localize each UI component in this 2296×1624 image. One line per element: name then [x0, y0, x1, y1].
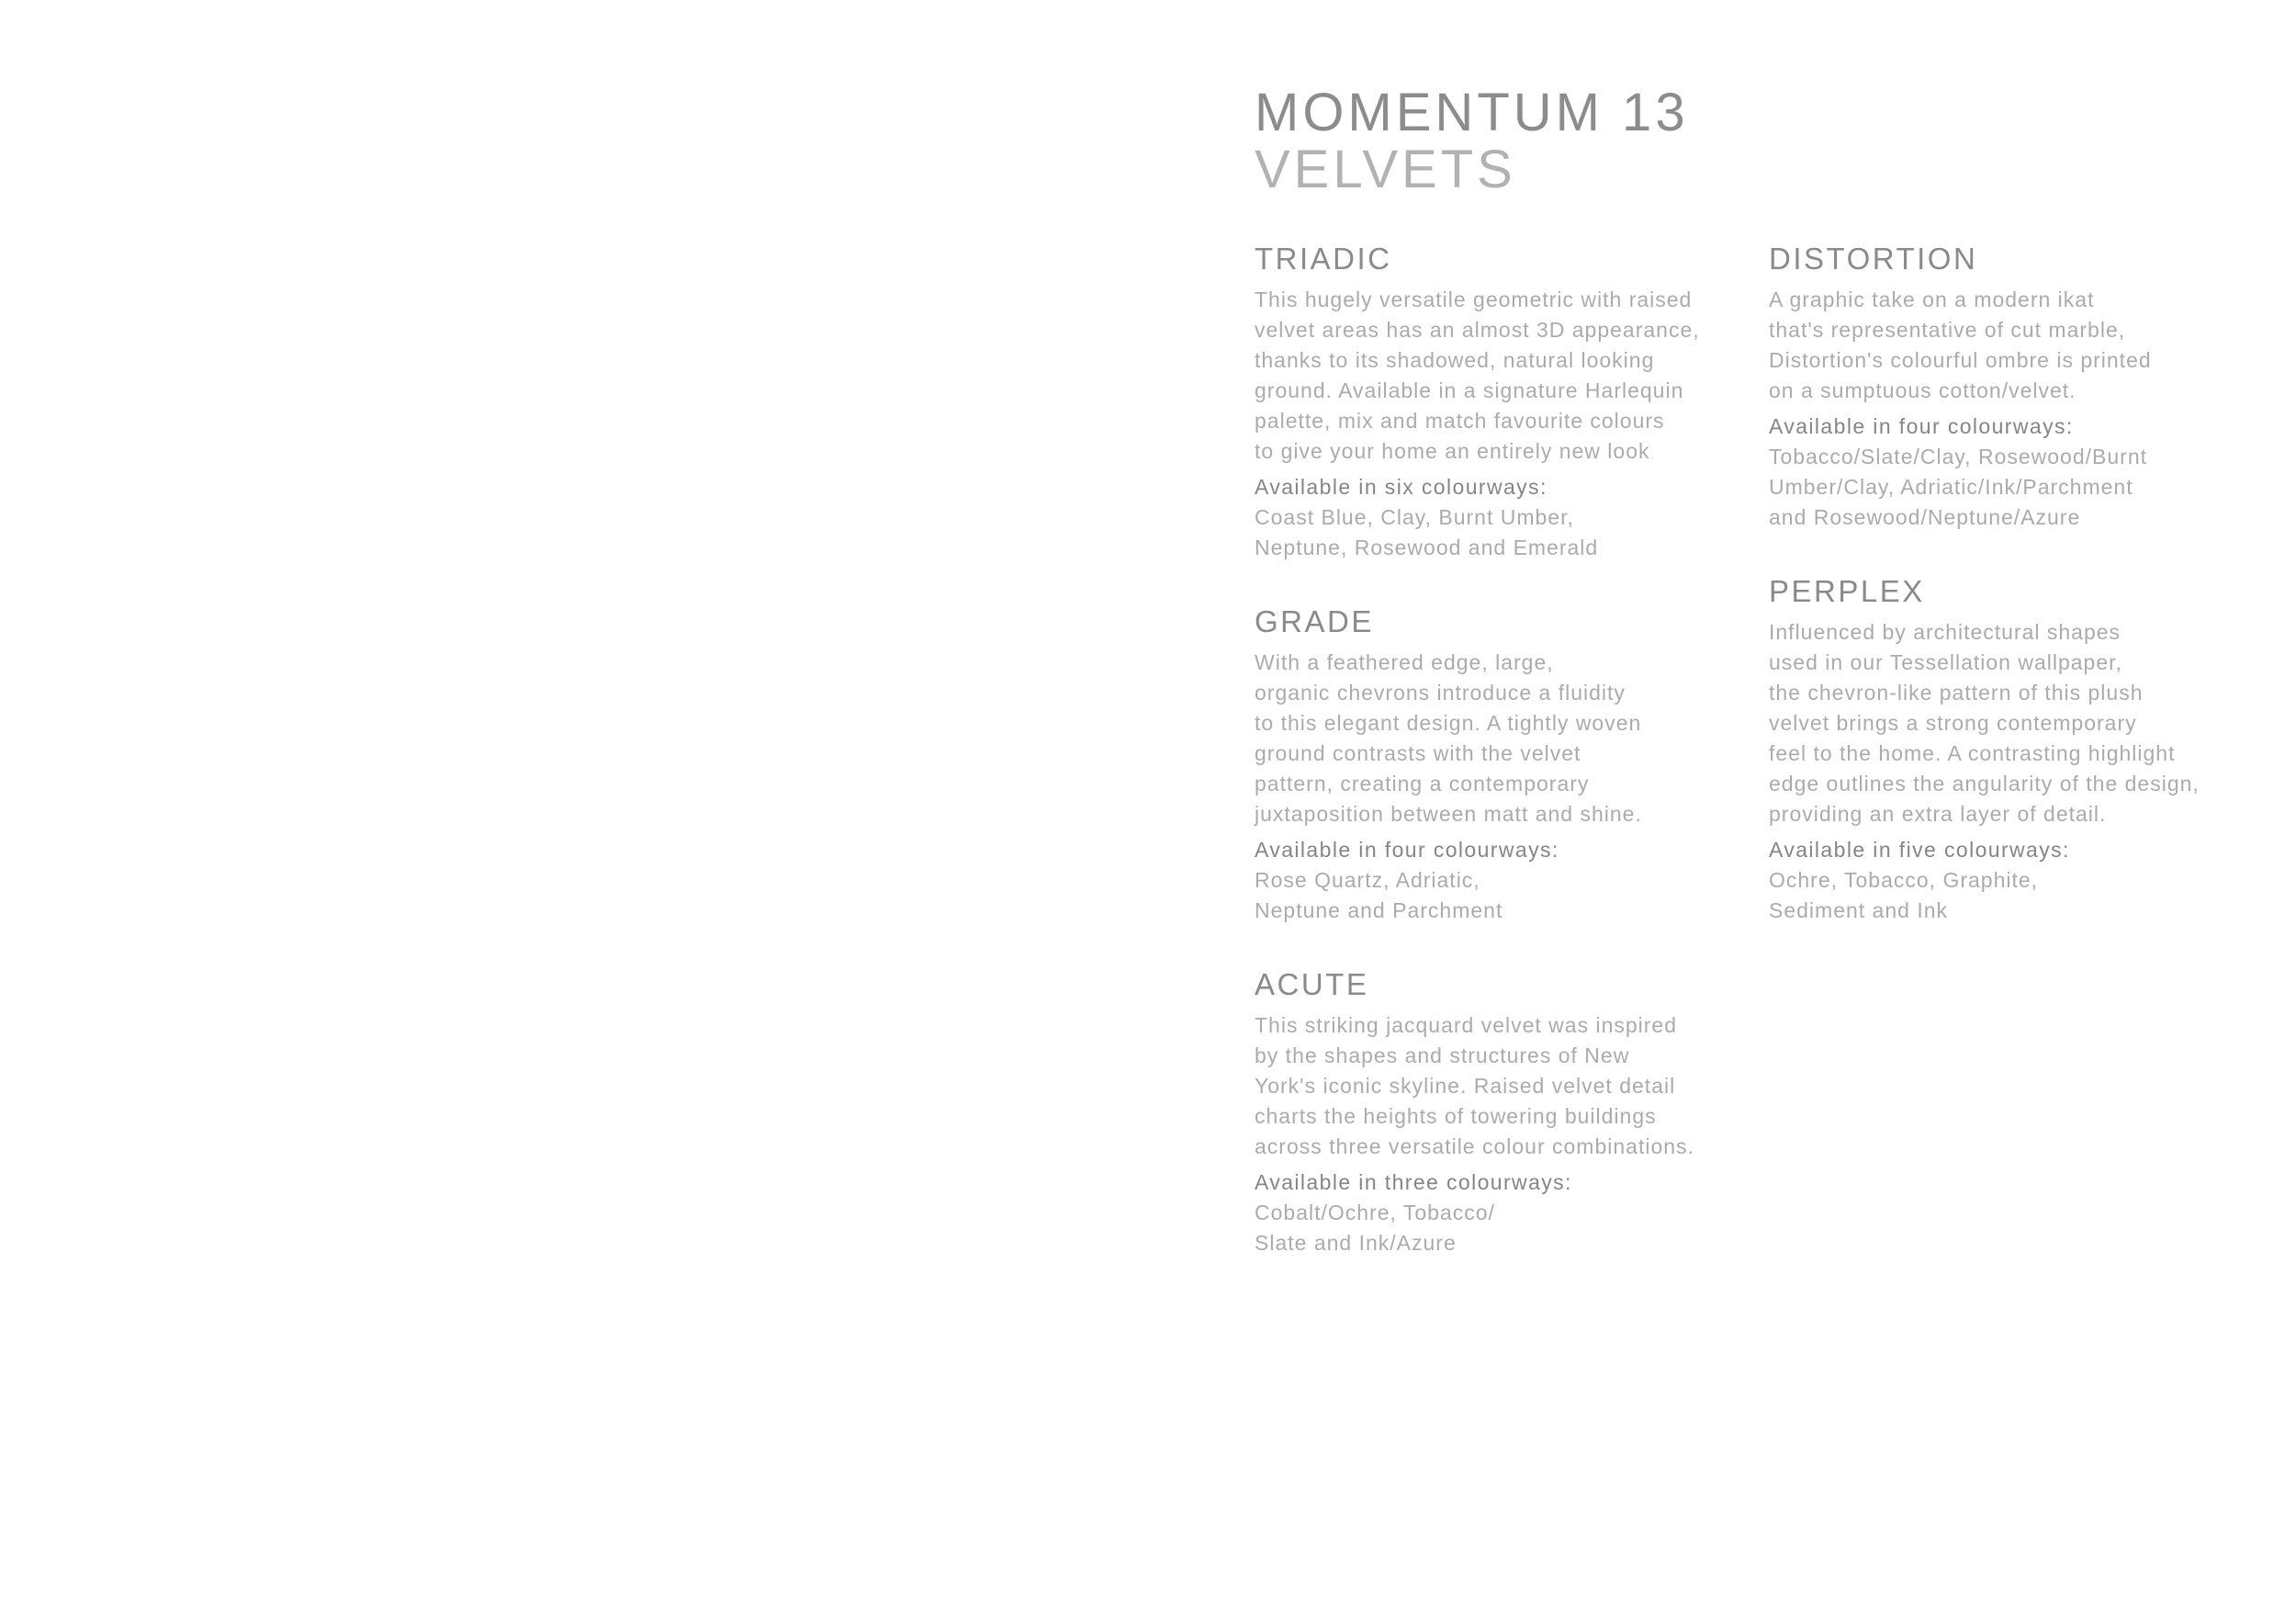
description-line: providing an extra layer of detail.	[1769, 802, 2107, 826]
availability-label: Available in six colourways:	[1255, 475, 1548, 499]
description-line: the chevron-like pattern of this plush	[1769, 681, 2144, 705]
product-heading: GRADE	[1255, 604, 1374, 638]
description-line: With a feathered edge, large,	[1255, 650, 1554, 674]
product-heading: ACUTE	[1255, 967, 1369, 1001]
description-line: ground contrasts with the velvet	[1255, 741, 1581, 765]
colourways-list	[1255, 865, 1732, 926]
description-line: Influenced by architectural shapes	[1769, 620, 2122, 644]
description-line: organic chevrons introduce a fluidity	[1255, 681, 1626, 705]
colourways-line: Neptune, Rosewood and Emerald	[1255, 536, 1599, 559]
description-line: charts the heights of towering buildings	[1255, 1104, 1657, 1128]
colourways-line: Ochre, Tobacco, Graphite,	[1769, 868, 2039, 892]
colourways-line: Coast Blue, Clay, Burnt Umber,	[1255, 505, 1574, 529]
description-line: This striking jacquard velvet was inspired	[1255, 1013, 1678, 1037]
description-line: velvet brings a strong contemporary	[1769, 711, 2137, 735]
product-description	[1769, 617, 2246, 829]
description-line: velvet areas has an almost 3D appearance,	[1255, 318, 1700, 342]
description-line: edge outlines the angularity of the design,	[1769, 772, 2200, 795]
product-section-distortion	[1769, 241, 2246, 533]
availability-label: Available in four colourways:	[1255, 838, 1559, 862]
left-column	[1255, 241, 1732, 1258]
right-column	[1769, 241, 2246, 926]
colourways-line: Neptune and Parchment	[1255, 898, 1503, 922]
description-line: thanks to its shadowed, natural looking	[1255, 348, 1655, 372]
description-line: to this elegant design. A tightly woven	[1255, 711, 1642, 735]
description-line: juxtaposition between matt and shine.	[1255, 802, 1642, 826]
description-line: A graphic take on a modern ikat	[1769, 288, 2095, 311]
description-line: ground. Available in a signature Harlequin	[1255, 378, 1684, 402]
product-description	[1769, 285, 2246, 406]
description-line: York's iconic skyline. Raised velvet detail	[1255, 1074, 1676, 1098]
colourways-list	[1255, 1198, 1732, 1258]
product-description	[1255, 648, 1732, 829]
product-section-acute	[1255, 966, 1732, 1258]
availability-label: Available in five colourways:	[1769, 838, 2070, 862]
product-description	[1255, 285, 1732, 467]
product-section-grade	[1255, 603, 1732, 926]
description-line: feel to the home. A contrasting highlight	[1769, 741, 2176, 765]
description-line: Distortion's colourful ombre is printed	[1769, 348, 2152, 372]
description-line: pattern, creating a contemporary	[1255, 772, 1590, 795]
product-heading: TRIADIC	[1255, 242, 1392, 276]
colourways-list	[1769, 865, 2246, 926]
colourways-line: Cobalt/Ochre, Tobacco/	[1255, 1201, 1495, 1224]
colourways-line: Tobacco/Slate/Clay, Rosewood/Burnt	[1769, 445, 2147, 468]
colourways-line: Rose Quartz, Adriatic,	[1255, 868, 1480, 892]
colourways-line: Sediment and Ink	[1769, 898, 1949, 922]
description-line: used in our Tessellation wallpaper,	[1769, 650, 2122, 674]
colourways-list	[1255, 502, 1732, 563]
product-heading: PERPLEX	[1769, 574, 1925, 608]
colourways-list	[1769, 442, 2246, 533]
product-section-perplex	[1769, 573, 2246, 926]
title-collection-type: VELVETS	[1255, 140, 1516, 199]
colourways-line: and Rosewood/Neptune/Azure	[1769, 505, 2081, 529]
description-line: on a sumptuous cotton/velvet.	[1769, 378, 2077, 402]
description-line: palette, mix and match favourite colours	[1255, 409, 1665, 433]
product-description	[1255, 1010, 1732, 1162]
description-line: across three versatile colour combinations.	[1255, 1134, 1694, 1158]
title-collection-name: MOMENTUM 13	[1255, 83, 1689, 142]
page-title	[1255, 85, 1689, 198]
product-heading: DISTORTION	[1769, 242, 1978, 276]
product-section-triadic	[1255, 241, 1732, 563]
description-line: by the shapes and structures of New	[1255, 1043, 1630, 1067]
colourways-line: Umber/Clay, Adriatic/Ink/Parchment	[1769, 475, 2133, 499]
availability-label: Available in four colourways:	[1769, 414, 2074, 438]
availability-label: Available in three colourways:	[1255, 1170, 1572, 1194]
description-line: This hugely versatile geometric with raised	[1255, 288, 1693, 311]
description-line: to give your home an entirely new look	[1255, 439, 1650, 463]
description-line: that's representative of cut marble,	[1769, 318, 2126, 342]
colourways-line: Slate and Ink/Azure	[1255, 1231, 1457, 1255]
